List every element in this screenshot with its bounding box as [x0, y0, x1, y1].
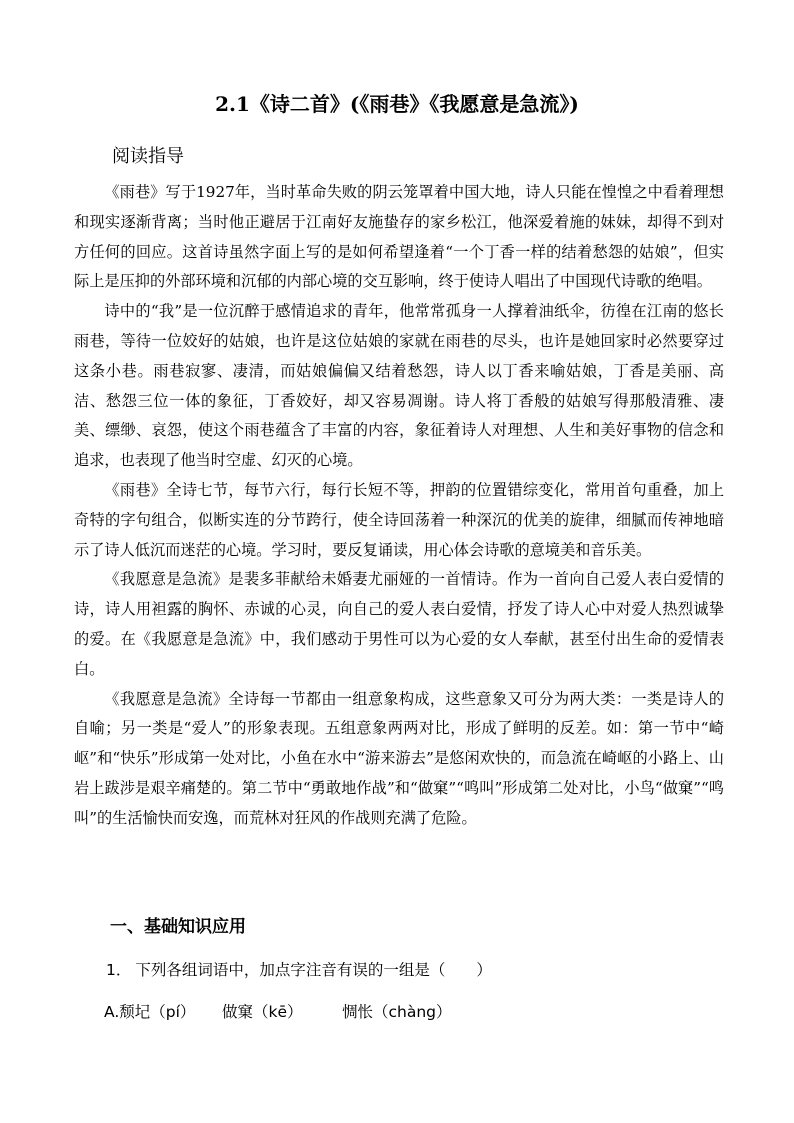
reading-guide-heading: 阅读指导 [112, 146, 184, 167]
option-item: 惆怅（chàng） [342, 1003, 452, 1021]
question-text: 下列各组词语中，加点字注音有误的一组是（ ） [135, 961, 492, 979]
section-heading: 一、基础知识应用 [110, 917, 246, 937]
option-item: A.颓圮（pí） [104, 1003, 196, 1021]
question-1 [106, 958, 492, 982]
answer-options [104, 1000, 452, 1024]
paragraph: 《雨巷》全诗七节，每节六行，每行长短不等，押韵的位置错综变化，常用首句重叠，加上奇特的字句组合，似断实连的分节跨行，使全诗回荡着一种深沉的优美的旋律，细腻而传神地暗示了诗人低沉而迷茫的心境。学习时，要反复诵读，用心体会诗歌的意境美和音乐美。 [74, 480, 724, 559]
option-item: 做窠（kē） [222, 1003, 303, 1021]
paragraph: 《雨巷》写于1927年，当时革命失败的阴云笼罩着中国大地，诗人只能在惶惶之中看着理想和现实逐渐背离；当时他正避居于江南好友施蛰存的家乡松江，他深爱着施的妹妹，却得不到对方任何的回应。这首诗虽然字面上写的是如何希望逢着“一个丁香一样的结着愁怨的姑娘”，但实际上是压抑的外部环境和沉郁的内部心境的交互影响，终于使诗人唱出了中国现代诗歌的绝唱。 [74, 183, 724, 291]
reading-guide-body [74, 178, 724, 834]
paragraph: 《我愿意是急流》是裴多菲献给未婚妻尤丽娅的一首情诗。作为一首向自己爱人表白爱情的诗，诗人用袒露的胸怀、赤诚的心灵，向自己的爱人表白爱情，抒发了诗人心中对爱人热烈诚挚的爱。在《我愿意是急流》中，我们感动于男性可以为心爱的女人奉献，甚至付出生命的爱情表白。 [74, 570, 724, 678]
paragraph: 《我愿意是急流》全诗每一节都由一组意象构成，这些意象又可分为两大类：一类是诗人的自喻；另一类是“爱人”的形象表现。五组意象两两对比，形成了鲜明的反差。如：第一节中“崎岖”和“快乐”形成第一处对比，小鱼在水中“游来游去”是悠闲欢快的，而急流在崎岖的小路上、山岩上跋涉是艰辛痛楚的。第二节中“勇敢地作战”和“做窠”“鸣叫”形成第二处对比，小鸟“做窠”“鸣叫”的生活愉快而安逸，而荒林对狂风的作战则充满了危险。 [74, 689, 724, 827]
question-number: 1． [106, 961, 132, 979]
paragraph: 诗中的“我”是一位沉醉于感情追求的青年，他常常孤身一人撑着油纸伞，彷徨在江南的悠长雨巷，等待一位姣好的姑娘，也许是这位姑娘的家就在雨巷的尽头，也许是她回家时必然要穿过这条小巷。雨巷寂寥、凄清，而姑娘偏偏又结着愁怨，诗人以丁香来喻姑娘，丁香是美丽、高洁、愁怨三位一体的象征，丁香姣好，却又容易凋谢。诗人将丁香般的姑娘写得那般清雅、凄美、缥缈、哀怨，使这个雨巷蕴含了丰富的内容，象征着诗人对理想、人生和美好事物的信念和追求，也表现了他当时空虚、幻灭的心境。 [74, 302, 724, 470]
document-title: 2.1《诗二首》(《雨巷》《我愿意是急流》) [215, 92, 579, 116]
